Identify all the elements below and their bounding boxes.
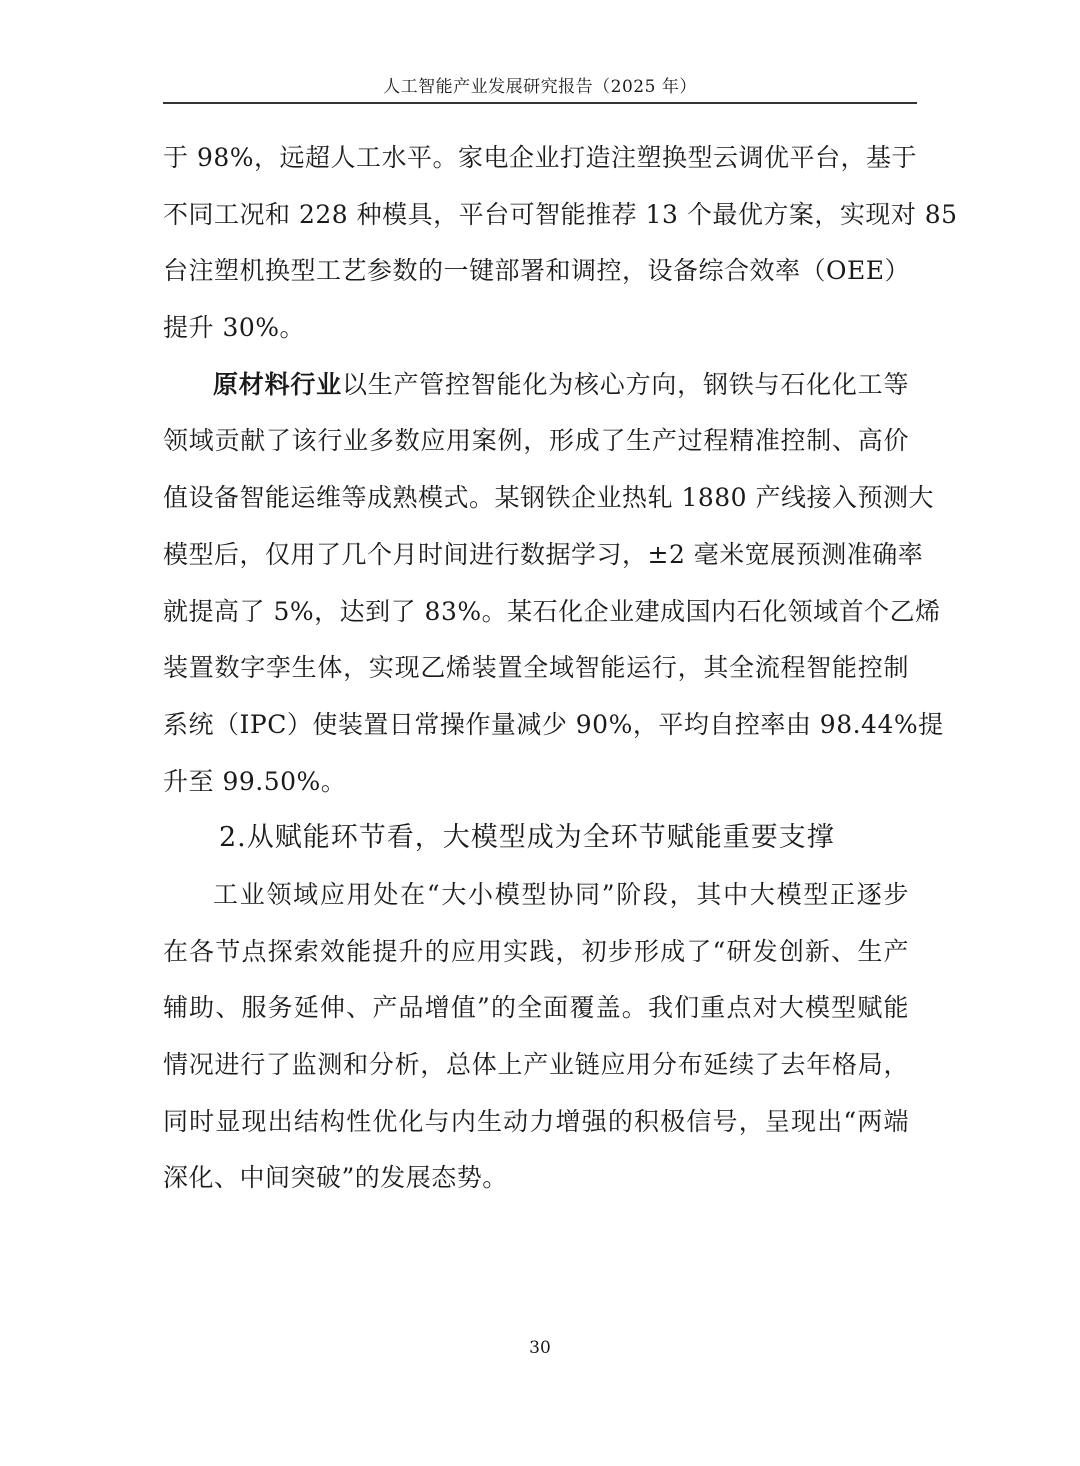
text-line: 模型后，仅用了几个月时间进行数据学习，±2 毫米宽展预测准确率 xyxy=(163,539,924,569)
text-line: 于 98%，远超人工水平。家电企业打造注塑换型云调优平台，基于 xyxy=(163,143,918,172)
text-line: 深化、中间突破”的发展态势。 xyxy=(163,1163,508,1193)
text-line: 辅助、服务延伸、产品增值”的全面覆盖。我们重点对大模型赋能 xyxy=(163,993,909,1023)
paragraph-2 xyxy=(163,357,944,811)
text-line: 系统（IPC）使装置日常操作量减少 90%，平均自控率由 98.44%提 xyxy=(163,709,944,739)
section-heading: 2.从赋能环节看，大模型成为全环节赋能重要支撑 xyxy=(219,822,835,854)
header-divider xyxy=(163,102,917,104)
running-header: 人工智能产业发展研究报告（2025 年） xyxy=(383,77,697,97)
text-line: 就提高了 5%，达到了 83%。某石化企业建成国内石化领域首个乙烯 xyxy=(163,596,941,626)
page-number: 30 xyxy=(529,1338,551,1358)
text-line-rest: 以生产管控智能化为核心方向，钢铁与石化化工等 xyxy=(341,369,909,399)
text-line: 装置数字孪生体，实现乙烯装置全域智能运行，其全流程智能控制 xyxy=(163,653,909,683)
text-line: 情况进行了监测和分析，总体上产业链应用分布延续了去年格局， xyxy=(163,1050,909,1079)
text-line: 在各节点探索效能提升的应用实践，初步形成了“研发创新、生产 xyxy=(163,936,909,966)
text-line xyxy=(163,357,909,414)
text-line: 台注塑机换型工艺参数的一键部署和调控，设备综合效率（OEE） xyxy=(163,256,910,286)
paragraph-1 xyxy=(163,130,958,357)
text-line: 值设备智能运维等成熟模式。某钢铁企业热轧 1880 产线接入预测大 xyxy=(163,483,935,513)
paragraph-lead-term: 原材料行业 xyxy=(213,369,342,399)
text-line: 领域贡献了该行业多数应用案例，形成了生产过程精准控制、高价 xyxy=(163,426,909,456)
document-body xyxy=(163,130,958,1207)
paragraph-3 xyxy=(163,867,909,1207)
text-line: 提升 30%。 xyxy=(163,313,306,343)
text-line: 升至 99.50%。 xyxy=(163,766,347,796)
text-line: 不同工况和 228 种模具，平台可智能推荐 13 个最优方案，实现对 85 xyxy=(163,199,958,229)
text-line: 同时显现出结构性优化与内生动力增强的积极信号，呈现出“两端 xyxy=(163,1106,909,1136)
text-line: 工业领域应用处在“大小模型协同”阶段，其中大模型正逐步 xyxy=(213,879,909,909)
